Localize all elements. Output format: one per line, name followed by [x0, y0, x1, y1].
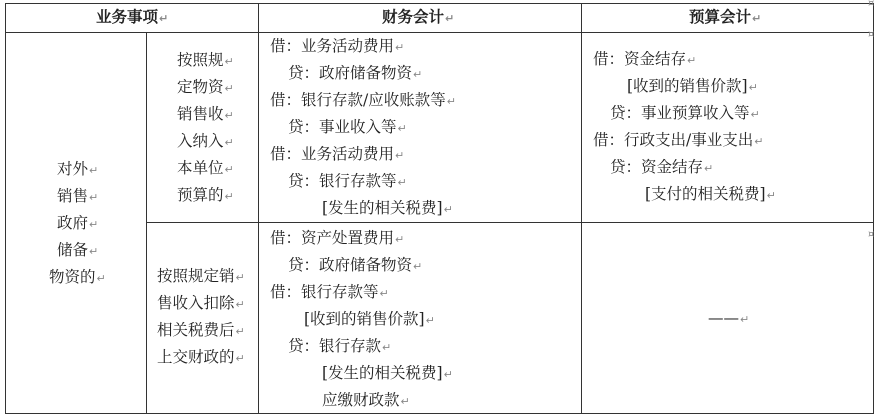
budget-1-entry: 借：行政支出/事业支出↵: [593, 131, 764, 149]
row-label-line: 销售↵: [57, 187, 99, 205]
table-border-left: [5, 3, 6, 414]
condition-1-line: 本单位↵: [177, 159, 234, 177]
table-border-bottom: [5, 413, 874, 414]
budget-1-entry: [支付的相关税费]↵: [645, 185, 776, 203]
column-divider-budget: [581, 3, 582, 414]
header-divider: [5, 32, 874, 33]
row-label-line: 物资的↵: [49, 268, 106, 286]
financial-2-entry: 借：银行存款等↵: [270, 283, 389, 301]
financial-1-entry: 借：业务活动费用↵: [270, 145, 405, 163]
row-divider: [146, 222, 874, 223]
financial-1-entry: [发生的相关税费]↵: [322, 199, 453, 217]
row-label-line: 储备↵: [57, 241, 99, 259]
column-divider-condition: [146, 32, 147, 414]
financial-2-entry: 贷：银行存款↵: [288, 337, 392, 355]
condition-2-line: 相关税费后↵: [157, 321, 245, 339]
column-divider-financial: [258, 3, 259, 414]
header-financial: 财务会计↵: [382, 7, 455, 26]
financial-2-entry: 应缴财政款↵: [322, 391, 410, 409]
financial-1-entry: 贷：政府储备物资↵: [288, 64, 423, 82]
financial-1-entry: 贷：事业收入等↵: [288, 118, 407, 136]
condition-1-line: 按照规↵: [177, 51, 234, 69]
budget-1-entry: 贷：资金结存↵: [610, 158, 714, 176]
financial-1-entry: 借：业务活动费用↵: [270, 37, 405, 55]
condition-1-line: 定物资↵: [177, 78, 234, 96]
header-business: 业务事项↵: [96, 7, 169, 26]
budget-1-entry: 借：资金结存↵: [593, 50, 697, 68]
financial-2-entry: 借：资产处置费用↵: [270, 229, 405, 247]
row-end-marker: ¤: [868, 29, 875, 40]
condition-1-line: 预算的↵: [177, 186, 234, 204]
row-label-line: 对外↵: [57, 160, 99, 178]
financial-1-entry: 借：银行存款/应收账款等↵: [270, 91, 456, 109]
table-border-top: [5, 3, 874, 4]
budget-2-empty: ——↵: [708, 309, 750, 327]
budget-1-entry: [收到的销售价款]↵: [627, 77, 758, 95]
table-border-right: [873, 3, 874, 414]
budget-1-entry: 贷：事业预算收入等↵: [610, 104, 760, 122]
condition-2-line: 售收入扣除↵: [157, 294, 245, 312]
row-end-marker: ¤: [868, 0, 875, 9]
financial-2-entry: [收到的销售价款]↵: [304, 310, 435, 328]
header-budget: 预算会计↵: [689, 7, 762, 26]
condition-1-line: 销售收↵: [177, 105, 234, 123]
condition-1-line: 入纳入↵: [177, 132, 234, 150]
financial-2-entry: 贷：政府储备物资↵: [288, 256, 423, 274]
row-end-marker: ¤: [868, 229, 875, 240]
financial-2-entry: [发生的相关税费]↵: [322, 364, 453, 382]
financial-1-entry: 贷：银行存款等↵: [288, 172, 407, 190]
condition-2-line: 按照规定销↵: [157, 267, 245, 285]
condition-2-line: 上交财政的↵: [157, 348, 245, 366]
row-label-line: 政府↵: [57, 214, 99, 232]
